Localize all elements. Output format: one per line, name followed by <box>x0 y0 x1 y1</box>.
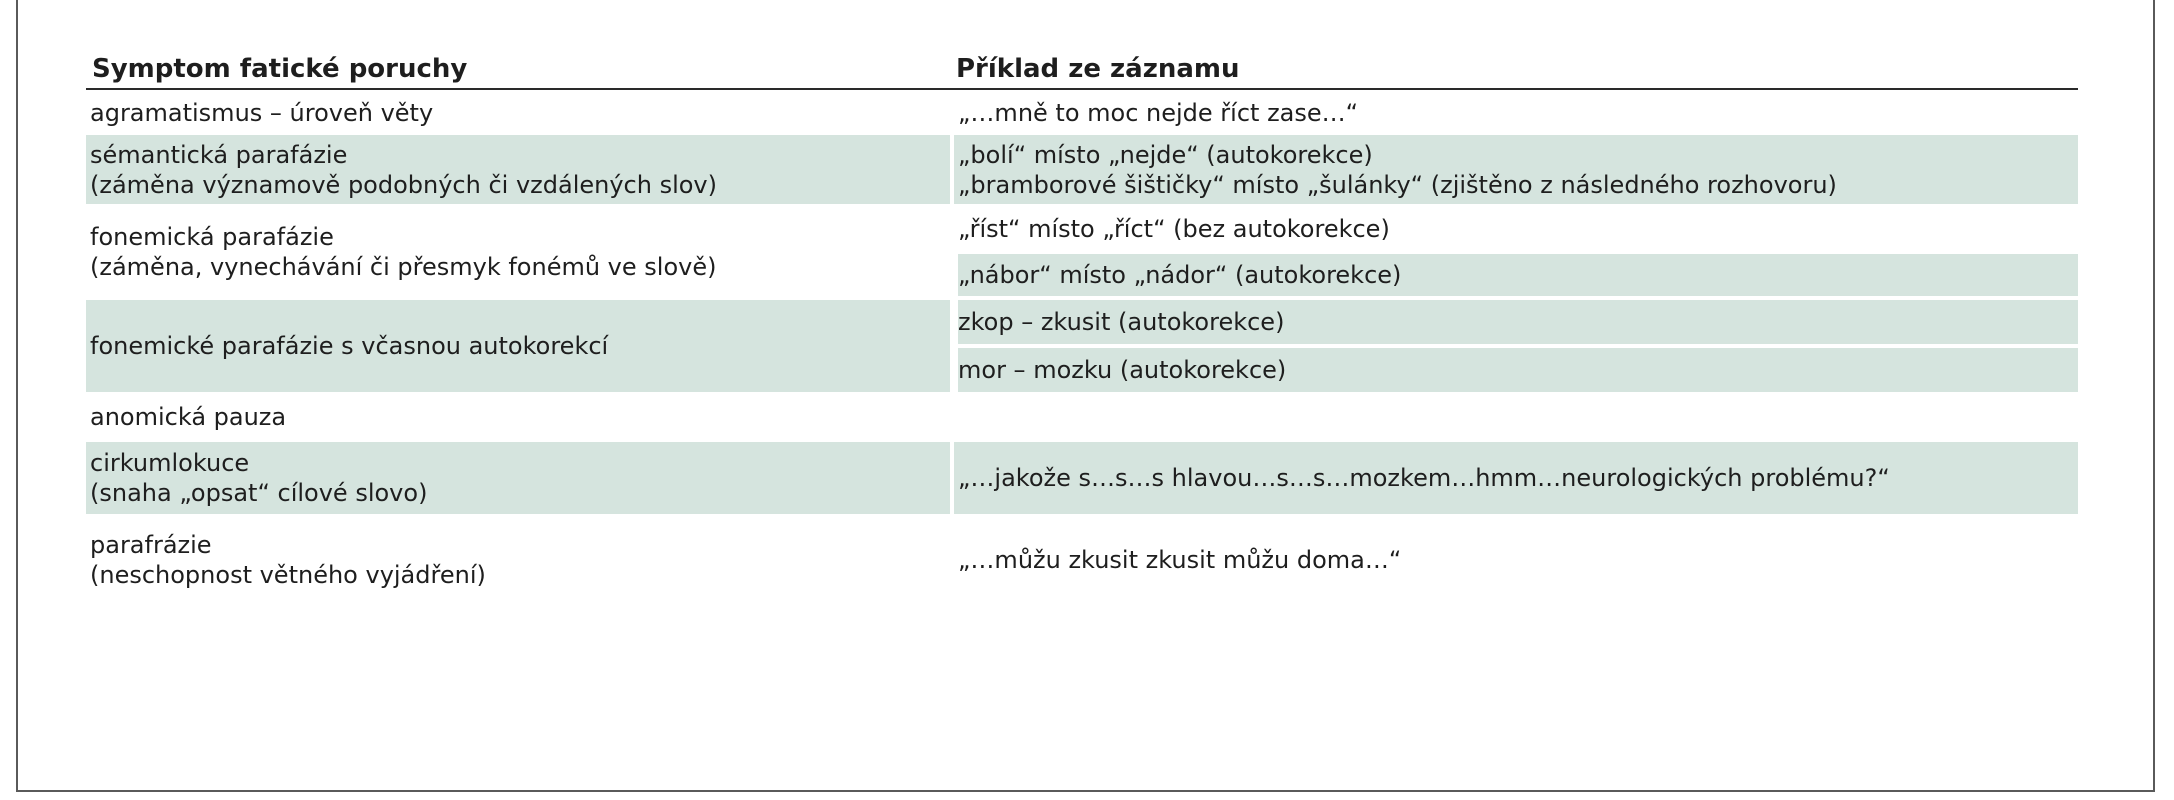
example-subrow <box>958 348 2078 392</box>
header-symptom: Symptom fatické poruchy <box>92 54 468 84</box>
symptom-text: fonemické parafázie s včasnou autokorekcí <box>90 332 609 360</box>
table-row <box>86 396 2078 438</box>
symptom-text: cirkumlokuce <box>90 449 250 477</box>
example-text: zkop – zkusit (autokorekce) <box>958 308 1285 336</box>
symptom-cell <box>86 94 950 131</box>
symptom-text: agramatismus – úroveň věty <box>90 98 434 127</box>
table-header <box>86 44 2078 90</box>
example-cell <box>954 94 2078 131</box>
symptom-table <box>86 44 2078 602</box>
table-row <box>86 208 2078 296</box>
table-row <box>86 300 2078 392</box>
example-subrow <box>958 300 2078 344</box>
table-row <box>86 518 2078 602</box>
symptom-text: sémantická parafázie <box>90 140 348 169</box>
symptom-cell <box>86 135 950 204</box>
symptom-note: (neschopnost větného vyjádření) <box>90 561 486 589</box>
example-text: „bolí“ místo „nejde“ (autokorekce) „bramborové šištičky“ místo „šulánky“ (zjištěno z následného rozhovoru) <box>958 140 1837 199</box>
table-row <box>86 94 2078 131</box>
symptom-note: (snaha „opsat“ cílové slovo) <box>90 479 428 507</box>
symptom-text: anomická pauza <box>90 403 287 431</box>
header-example: Příklad ze záznamu <box>956 54 1240 84</box>
example-cell <box>954 135 2078 204</box>
example-cell <box>954 300 2078 392</box>
example-subrow <box>958 254 2078 296</box>
symptom-note: (záměna, vynechávání či přesmyk fonémů ve slově) <box>90 253 717 281</box>
example-text: „nábor“ místo „nádor“ (autokorekce) <box>958 261 1402 289</box>
table-row <box>86 135 2078 204</box>
symptom-cell <box>86 300 950 392</box>
example-text: „říst“ místo „říct“ (bez autokorekce) <box>958 215 1390 243</box>
example-cell <box>954 208 2078 296</box>
example-text: „…můžu zkusit zkusit můžu doma…“ <box>958 546 1402 574</box>
symptom-cell <box>86 208 950 296</box>
symptom-cell <box>86 518 950 602</box>
example-cell <box>954 518 2078 602</box>
table-row <box>86 442 2078 514</box>
example-cell <box>954 396 2078 438</box>
example-text: „…mně to moc nejde říct zase…“ <box>958 98 1359 127</box>
example-subrow <box>958 208 2078 250</box>
example-text: „…jakože s…s…s hlavou…s…s…mozkem…hmm…neurologických problému?“ <box>958 464 1890 492</box>
symptom-text: fonemická parafázie <box>90 223 334 251</box>
symptom-cell <box>86 396 950 438</box>
example-text: mor – mozku (autokorekce) <box>958 356 1287 384</box>
example-cell <box>954 442 2078 514</box>
symptom-note: (záměna významově podobných či vzdálených slov) <box>90 170 717 199</box>
symptom-text: parafrázie <box>90 531 212 559</box>
symptom-cell <box>86 442 950 514</box>
